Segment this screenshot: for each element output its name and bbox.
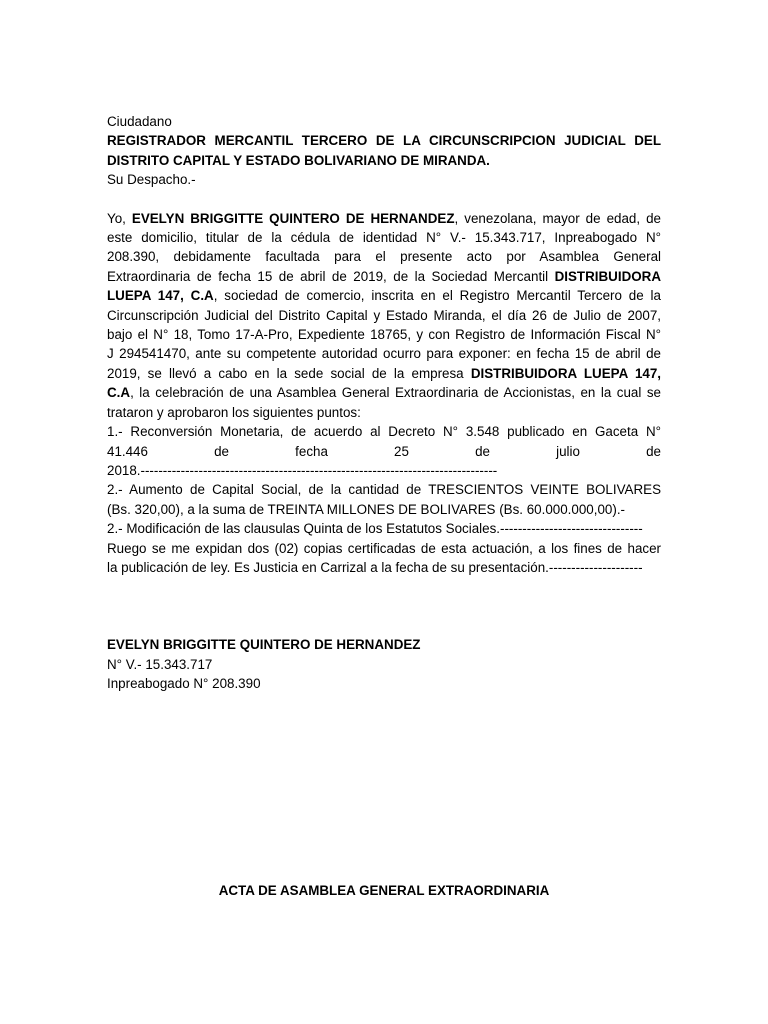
requester-name: EVELYN BRIGGITTE QUINTERO DE HERNANDEZ [131,210,455,226]
point-1-line-1: 1.- Reconversión Monetaria, de acuerdo al Decreto N° 3.548 publicado en Gaceta N° [107,424,661,440]
closing-line: Ruego se me expidan dos (02) copias certificadas de esta actuación, a los fines de hacer [107,540,661,556]
point-3: 2.- Modificación de las clausulas Quinta de los Estatutos Sociales.-------------------------------- [107,521,643,537]
body-line: Circunscripción Judicial del Distrito Capital y Estado Miranda, el día 26 de Julio de 2007, [107,307,661,323]
signature-block [107,635,661,693]
point-2-line-2: (Bs. 320,00), a la suma de TREINTA MILLONES DE BOLIVARES (Bs. 60.000.000,00).- [107,501,625,517]
body-line: 2019, se llevó a cabo en la sede social de la empresa DISTRIBUIDORA LUEPA 147, [107,365,662,381]
body-line: LUEPA 147, C.A, sociedad de comercio, inscrita en el Registro Mercantil Tercero de la [107,288,661,304]
signature-name: EVELYN BRIGGITTE QUINTERO DE HERNANDEZ [107,637,421,653]
signature-inpreabogado: Inpreabogado N° 208.390 [107,676,261,692]
signature-id: N° V.- 15.343.717 [107,656,213,672]
body-line: 208.390, debidamente facultada para el presente acto por Asamblea General [107,249,661,265]
footer-title: ACTA DE ASAMBLEA GENERAL EXTRAORDINARIA [218,883,550,898]
closing-line: la publicación de ley. Es Justicia en Carrizal a la fecha de su presentación.--------------------- [107,559,643,575]
body-line: trataron y aprobaron los siguientes puntos: [107,404,361,420]
body-line: J 294541470, ante su competente autoridad ocurro para exponer: en fecha 15 de abril de [107,346,661,362]
salutation: Ciudadano [107,114,172,129]
point-2-line-1: 2.- Aumento de Capital Social, de la cantidad de TRESCIENTOS VEINTE BOLIVARES [107,482,661,498]
point-1-line-3: 2018.-------------------------------------------------------------------------------- [107,462,498,478]
body-line: C.A, la celebración de una Asamblea General Extraordinaria de Accionistas, en la cual se [107,385,661,401]
body-line: este domicilio, titular de la cédula de identidad N° V.- 15.343.717, Inpreabogado N° [107,230,661,246]
points-list [107,422,661,538]
despacho: Su Despacho.- [107,172,196,188]
company-name: DISTRIBUIDORA [554,268,661,284]
body-line: bajo el N° 18, Tomo 17-A-Pro, Expediente 18765, y con Registro de Información Fiscal N° [107,327,661,343]
letter-content [107,112,661,694]
body-line: Extraordinaria de fecha 15 de abril de 2019, de la Sociedad Mercantil DISTRIBUIDORA [107,268,661,284]
body-line: Yo, EVELYN BRIGGITTE QUINTERO DE HERNANDEZ, venezolana, mayor de edad, de [107,210,661,226]
closing-paragraph [107,539,661,578]
point-1-line-2: 41.446 de fecha 25 de julio de [107,443,661,459]
addressee-line-2: DISTRITO CAPITAL Y ESTADO BOLIVARIANO DE MIRANDA. [107,152,490,168]
body-paragraph [107,209,661,422]
addressee-line-1: REGISTRADOR MERCANTIL TERCERO DE LA CIRCUNSCRIPCION JUDICIAL DEL [107,133,661,149]
